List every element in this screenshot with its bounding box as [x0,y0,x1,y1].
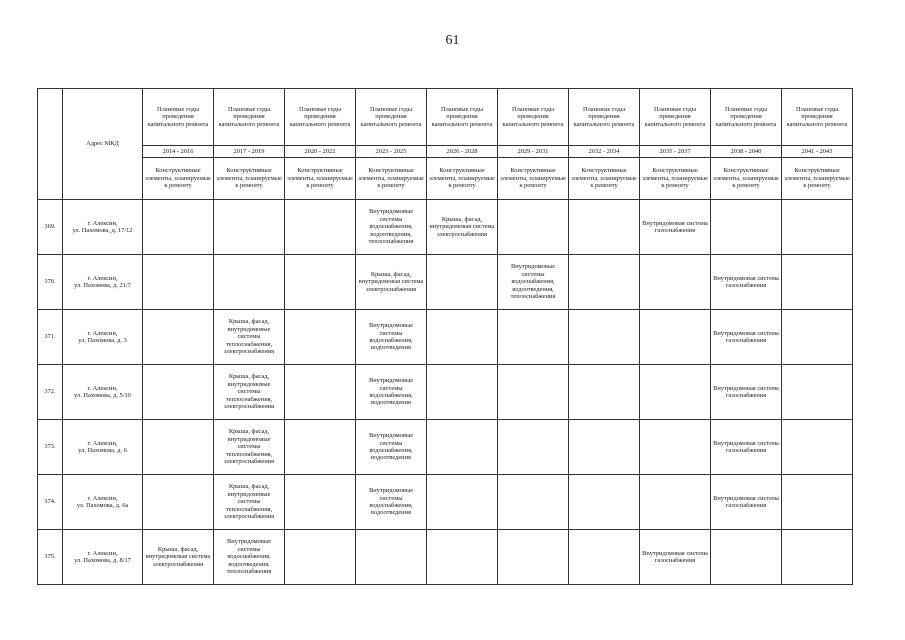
repair-elements-cell: Внутридомовые системы водоснабжения, водоотведения [356,475,427,530]
repair-elements-cell [569,420,640,475]
repair-elements-cell [640,310,711,365]
repair-elements-cell [640,255,711,310]
header-year-cell: 2032 - 2034 [569,146,640,158]
header-elements-cell: Конструктивные элементы, планируемые к ремонту [569,158,640,200]
table-row [38,310,853,365]
repair-elements-cell [143,365,214,420]
repair-elements-cell [498,200,569,255]
repair-elements-cell: Внутридомовые системы водоснабжения, водоотведения [356,365,427,420]
repair-elements-cell: Внутридомовые системы водоснабжения, водоотведения, теплоснабжения [356,200,427,255]
header-elements-cell: Конструктивные элементы, планируемые к ремонту [427,158,498,200]
table-body [38,200,853,585]
repair-elements-cell [214,255,285,310]
repair-elements-cell [711,200,782,255]
row-number: 370. [38,255,63,310]
header-elements-cell: Конструктивные элементы, планируемые к ремонту [356,158,427,200]
repair-elements-cell [782,420,853,475]
repair-elements-cell [427,310,498,365]
header-year-cell: 2029 - 2031 [498,146,569,158]
repair-elements-cell: Внутридомовая система газоснабжения [640,530,711,585]
header-year-cell: 2023 - 2025 [356,146,427,158]
header-elements-row [38,158,853,200]
header-period-row [38,89,853,146]
header-period-cell: Плановые годы проведения капитального ремонта [711,89,782,146]
repair-elements-cell [143,475,214,530]
repair-elements-cell [640,475,711,530]
repair-elements-cell: Внутридомовые системы водоснабжения, водоотведения [356,310,427,365]
repair-elements-cell [285,255,356,310]
repair-elements-cell [782,310,853,365]
row-address: г. Алексин, ул. Пахомова, д. 6а [63,475,143,530]
row-number: 372. [38,365,63,420]
repair-elements-cell [640,420,711,475]
repair-elements-cell [498,365,569,420]
repair-elements-cell [285,310,356,365]
header-elements-cell: Конструктивные элементы, планируемые к ремонту [640,158,711,200]
header-year-cell: 2041 - 2043 [782,146,853,158]
repair-elements-cell [285,475,356,530]
repair-elements-cell [498,530,569,585]
header-elements-cell: Конструктивные элементы, планируемые к ремонту [214,158,285,200]
repair-elements-cell: Внутридомовая система газоснабжения [640,200,711,255]
row-address: г. Алексин, ул. Пахомова, д. 5/19 [63,365,143,420]
header-elements-cell: Конструктивные элементы, планируемые к ремонту [782,158,853,200]
repair-elements-cell [569,200,640,255]
repair-elements-cell: Внутридомовые системы водоснабжения, водоотведения, теплоснабжения [214,530,285,585]
row-number: 369. [38,200,63,255]
repair-elements-cell: Крыша, фасад, внутридомовые системы теплоснабжения, электроснабжения [214,420,285,475]
repair-elements-cell [214,200,285,255]
row-number: 373. [38,420,63,475]
repair-elements-cell [427,475,498,530]
repair-elements-cell [285,365,356,420]
header-period-cell: Плановые годы проведения капитального ремонта [285,89,356,146]
table-row [38,420,853,475]
repair-elements-cell: Внутридомовые системы водоснабжения, водоотведения, теплоснабжения [498,255,569,310]
repair-elements-cell [569,365,640,420]
header-period-cell: Плановые годы проведения капитального ремонта [782,89,853,146]
repair-elements-cell: Внутридомовая система газоснабжения [711,255,782,310]
repair-elements-cell: Крыша, фасад, внутридомовая система электроснабжения [427,200,498,255]
repair-elements-cell [782,530,853,585]
header-period-cell: Плановые годы проведения капитального ремонта [214,89,285,146]
repair-elements-cell [782,255,853,310]
repair-elements-cell: Внутридомовая система газоснабжения [711,365,782,420]
repair-elements-cell: Крыша, фасад, внутридомовые системы теплоснабжения, электроснабжения [214,310,285,365]
repair-elements-cell [569,310,640,365]
repair-elements-cell [569,255,640,310]
row-address: г. Алексин, ул. Пахомова, д. 8/17 [63,530,143,585]
repair-elements-cell [498,310,569,365]
repair-elements-cell: Внутридомовая система газоснабжения [711,475,782,530]
capital-repair-plan-table [37,88,853,585]
header-address: Адрес МКД [63,89,143,200]
header-period-cell: Плановые годы проведения капитального ремонта [143,89,214,146]
header-elements-cell: Конструктивные элементы, планируемые к ремонту [498,158,569,200]
row-number: 375. [38,530,63,585]
repair-elements-cell [143,310,214,365]
repair-elements-cell [498,475,569,530]
repair-elements-cell [569,475,640,530]
header-elements-cell: Конструктивные элементы, планируемые к ремонту [711,158,782,200]
header-year-cell: 2026 - 2028 [427,146,498,158]
repair-elements-cell [427,420,498,475]
repair-elements-cell: Внутридомовая система газоснабжения [711,310,782,365]
header-period-cell: Плановые годы проведения капитального ремонта [356,89,427,146]
repair-elements-cell [285,530,356,585]
repair-elements-cell [427,255,498,310]
repair-elements-cell: Крыша, фасад, внутридомовые системы теплоснабжения, электроснабжения [214,475,285,530]
page-number: 61 [445,33,460,48]
repair-elements-cell [427,365,498,420]
repair-elements-cell [285,200,356,255]
repair-elements-cell [782,365,853,420]
header-year-cell: 2035 - 2037 [640,146,711,158]
repair-elements-cell [711,530,782,585]
repair-elements-cell: Крыша, фасад, внутридомовые системы теплоснабжения, электроснабжения [214,365,285,420]
repair-elements-cell [498,420,569,475]
row-number: 371. [38,310,63,365]
table-row [38,365,853,420]
repair-elements-cell [143,420,214,475]
repair-elements-cell: Крыша, фасад, внутридомовая система электроснабжения [356,255,427,310]
row-number: 374. [38,475,63,530]
repair-elements-cell [143,200,214,255]
table-row [38,475,853,530]
row-address: г. Алексин, ул. Пахомова, д. 21/7 [63,255,143,310]
repair-elements-cell [782,200,853,255]
repair-elements-cell [640,365,711,420]
row-address: г. Алексин, ул. Пахомова, д. 6 [63,420,143,475]
header-year-cell: 2020 - 2022 [285,146,356,158]
header-year-cell: 2038 - 2040 [711,146,782,158]
repair-elements-cell [143,255,214,310]
header-year-cell: 2017 - 2019 [214,146,285,158]
repair-elements-cell [356,530,427,585]
header-period-cell: Плановые годы проведения капитального ремонта [640,89,711,146]
header-period-cell: Плановые годы проведения капитального ремонта [569,89,640,146]
repair-elements-cell [285,420,356,475]
table-row [38,255,853,310]
repair-elements-cell [427,530,498,585]
table-row [38,200,853,255]
repair-elements-cell [569,530,640,585]
header-year-cell: 2014 - 2016 [143,146,214,158]
row-address: г. Алексин, ул. Пахомова, д. 17/12 [63,200,143,255]
repair-elements-cell: Внутридомовая система газоснабжения [711,420,782,475]
header-num-cell [38,89,63,200]
header-elements-cell: Конструктивные элементы, планируемые к ремонту [285,158,356,200]
repair-elements-cell: Внутридомовые системы водоснабжения, водоотведения [356,420,427,475]
header-elements-cell: Конструктивные элементы, планируемые к ремонту [143,158,214,200]
repair-elements-cell: Крыша, фасад, внутридомовая система электроснабжения [143,530,214,585]
repair-elements-cell [782,475,853,530]
table-row [38,530,853,585]
header-years-row [38,146,853,158]
row-address: г. Алексин, ул. Пахомова, д. 3 [63,310,143,365]
header-period-cell: Плановые годы проведения капитального ремонта [427,89,498,146]
header-period-cell: Плановые годы проведения капитального ремонта [498,89,569,146]
